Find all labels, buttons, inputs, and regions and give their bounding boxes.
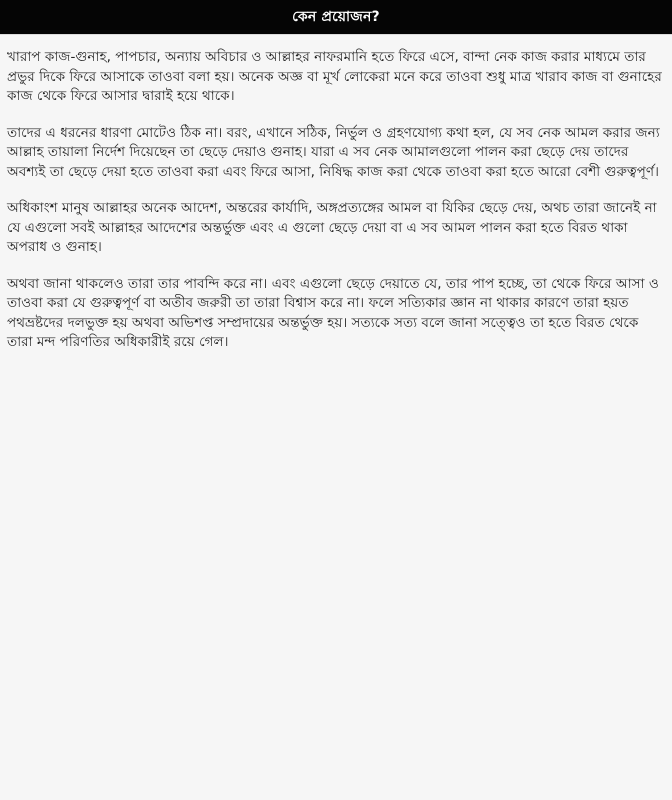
paragraph-3: অধিকাংশ মানুষ আল্লাহর অনেক আদেশ, অন্তরের কার্যাদি, অঙ্গপ্রত্যঙ্গের আমল বা যিকির ছেড়ে দেয়, অথচ তারা জানেই না যে এগুলো সবই আল্লাহর আদেশের অন্তর্ভুক্ত এবং এ গুলো ছেড়ে দেয়া বা এ সব আমল পালন করা হতে বিরত থাকা অপরাধ ও গুনাহ। bbox=[7, 200, 657, 255]
paragraph-4: অথবা জানা থাকলেও তারা তার পাবন্দি করে না। এবং এগুলো ছেড়ে দেয়াতে যে, তার পাপ হচ্ছে, তা থেকে ফিরে আসা ও তাওবা করা যে গুরুত্বপূর্ণ বা অতীব জরুরী তা তারা বিশ্বাস করে না। ফলে সত্যিকার জ্ঞান না থাকার কারণে তারা হয়ত পথভ্রষ্টদের দলভুক্ত হয় অথবা অভিশপ্ত সম্প্রদায়ের অন্তর্ভুক্ত হয়। সত্যকে সত্য বলে জানা সত্ত্বেও তা হতে বিরত থেকে তারা মন্দ পরিণতির অধিকারীই রয়ে গেল। bbox=[7, 275, 659, 350]
paragraph-2: তাদের এ ধরনের ধারণা মোটেও ঠিক না। বরং, এখানে সঠিক, নির্ভুল ও গ্রহণযোগ্য কথা হল, যে সব নেক আমল করার জন্য আল্লাহ তায়ালা নির্দেশ দিয়েছেন তা ছেড়ে দেয়াও গুনাহ। যারা এ সব নেক আমালগুলো পালন করা ছেড়ে দেয় তাদের অবশ্যই তা ছেড়ে দেয়া হতে তাওবা করা এবং ফিরে আসা, নিষিদ্ধ কাজ করা থেকে তাওবা করা হতে আরো বেশী গুরুত্বপূর্ণ। bbox=[7, 124, 660, 180]
page-title: কেন প্রয়োজন? bbox=[292, 9, 380, 25]
paragraph-1: খারাপ কাজ-গুনাহ, পাপচার, অন্যায় অবিচার ও আল্লাহর নাফরমানি হতে ফিরে এসে, বান্দা নেক কাজ করার মাধ্যমে তার প্রভুর দিকে ফিরে আসাকে তাওবা বলা হয়। অনেক অজ্ঞ বা মূর্খ লোকেরা মনে করে তাওবা শুধু মাত্র খারাব কাজ বা গুনাহের কাজ থেকে ফিরে আসার দ্বারাই হয়ে থাকে। bbox=[7, 49, 662, 104]
title-bar bbox=[0, 0, 672, 35]
article-body bbox=[0, 35, 672, 353]
